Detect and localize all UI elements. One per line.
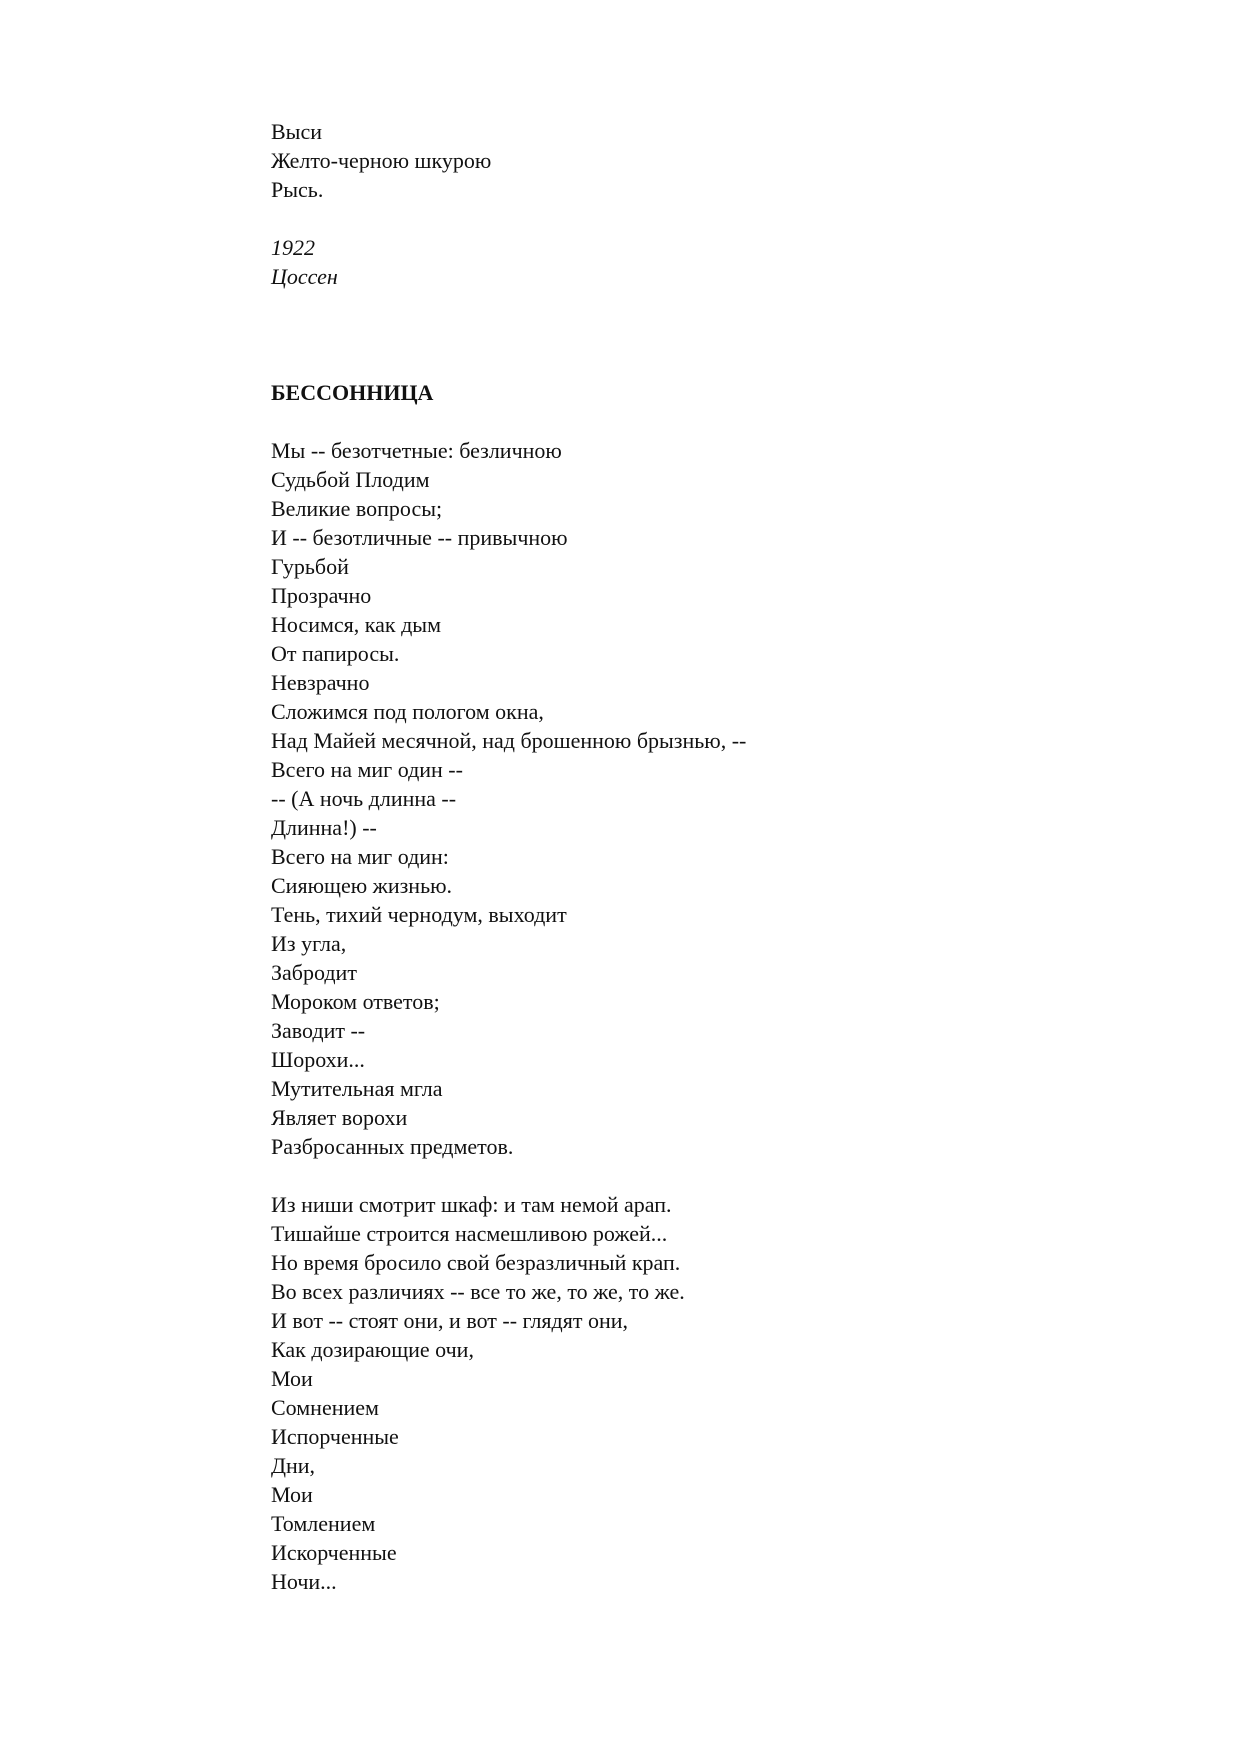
stanza-1 bbox=[271, 436, 1171, 1161]
poem-line: Из угла, bbox=[271, 931, 347, 956]
previous-poem-ending bbox=[271, 117, 1171, 291]
poem-line: Являет ворохи bbox=[271, 1105, 408, 1130]
poem-line: Ночи... bbox=[271, 1569, 337, 1594]
poem-line: Томлением bbox=[271, 1511, 376, 1536]
poem-line: Как дозирающие очи, bbox=[271, 1337, 474, 1362]
poem-line: Но время бросило свой безразличный крап. bbox=[271, 1250, 681, 1275]
poem-line: Дни, bbox=[271, 1453, 316, 1478]
poem-line: Судьбой Плодим bbox=[271, 467, 430, 492]
poem-line: -- (А ночь длинна -- bbox=[271, 786, 457, 811]
poem-line: Мутительная мгла bbox=[271, 1076, 443, 1101]
poem-line: Заводит -- bbox=[271, 1018, 366, 1043]
poem-line: Всего на миг один: bbox=[271, 844, 449, 869]
poem-line: Прозрачно bbox=[271, 583, 372, 608]
poem-line: Желто-черною шкурою bbox=[271, 148, 492, 173]
poem-line: Разбросанных предметов. bbox=[271, 1134, 514, 1159]
poem-line: Тишайше строится насмешливою рожей... bbox=[271, 1221, 668, 1246]
poem-line: Сияющею жизнью. bbox=[271, 873, 453, 898]
poem-line: И вот -- стоят они, и вот -- глядят они, bbox=[271, 1308, 629, 1333]
poem-line: Выси bbox=[271, 119, 322, 144]
poem-line: Над Майей месячной, над брошенною брызнью, -- bbox=[271, 728, 747, 753]
poem-line: И -- безотличные -- привычною bbox=[271, 525, 568, 550]
poem-line: Мы -- безотчетные: безличною bbox=[271, 438, 562, 463]
stanza-gap bbox=[271, 1161, 1171, 1190]
title-gap bbox=[271, 407, 1171, 436]
poem-line: Искорченные bbox=[271, 1540, 397, 1565]
poem-year: 1922 bbox=[271, 235, 315, 260]
stanza-2 bbox=[271, 1190, 1171, 1596]
poem-line: Всего на миг один -- bbox=[271, 757, 463, 782]
poem-line: От папиросы. bbox=[271, 641, 400, 666]
poem-line: Гурьбой bbox=[271, 554, 349, 579]
poem-line: Мои bbox=[271, 1366, 313, 1391]
poem-title: БЕССОННИЦА bbox=[271, 380, 434, 405]
poem-line: Во всех различиях -- все то же, то же, то же. bbox=[271, 1279, 685, 1304]
poem-line: Из ниши смотрит шкаф: и там немой арап. bbox=[271, 1192, 672, 1217]
poem-line: Испорченные bbox=[271, 1424, 399, 1449]
poem-line: Шорохи... bbox=[271, 1047, 365, 1072]
poem-line: Носимся, как дым bbox=[271, 612, 441, 637]
poem-line: Забродит bbox=[271, 960, 357, 985]
poem-place: Цоссен bbox=[271, 264, 338, 289]
poem-line: Невзрачно bbox=[271, 670, 370, 695]
stanza-gap bbox=[271, 204, 1171, 233]
section-gap bbox=[271, 291, 1171, 378]
text-column bbox=[271, 117, 1171, 1596]
poem-line: Сложимся под пологом окна, bbox=[271, 699, 544, 724]
poem-line: Сомнением bbox=[271, 1395, 379, 1420]
poem-line: Рысь. bbox=[271, 177, 324, 202]
poem-line: Великие вопросы; bbox=[271, 496, 443, 521]
poem-line: Мои bbox=[271, 1482, 313, 1507]
poem-line: Длинна!) -- bbox=[271, 815, 377, 840]
poem-line: Тень, тихий чернодум, выходит bbox=[271, 902, 567, 927]
poem-line: Мороком ответов; bbox=[271, 989, 440, 1014]
